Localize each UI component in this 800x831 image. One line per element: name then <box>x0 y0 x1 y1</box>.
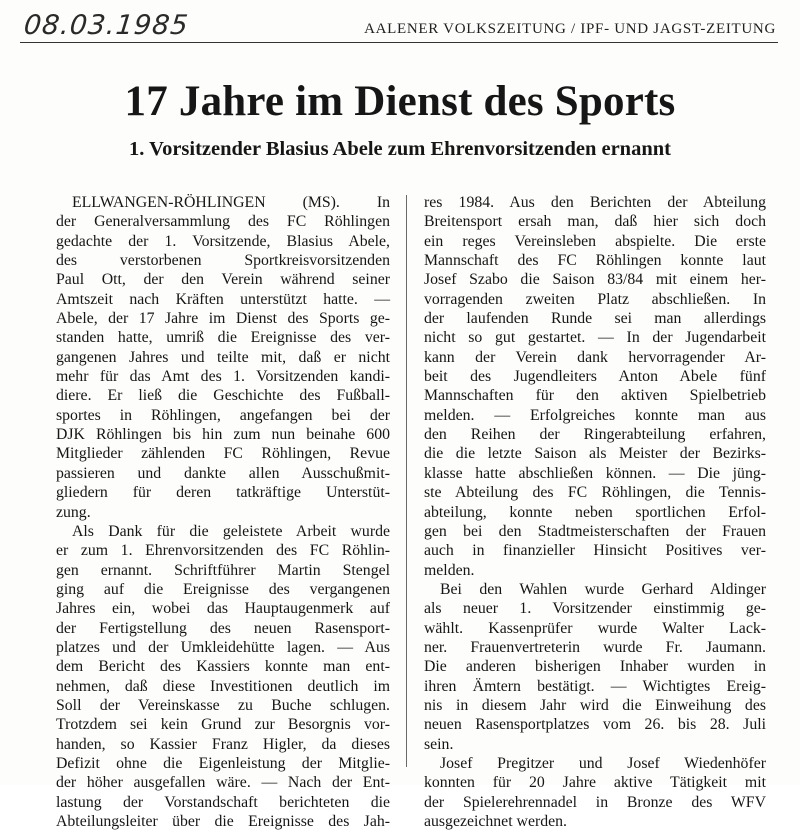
text-line: nis in diesem Jahr wird die Einweihung des <box>424 696 766 714</box>
text-line: res 1984. Aus den Berichten der Abteilung <box>424 194 766 211</box>
newspaper-name: AALENER VOLKSZEITUNG / IPF- UND JAGST-ZEITUNG <box>364 21 776 37</box>
article-column-right <box>424 193 766 831</box>
text-line: Als Dank für die geleistete Arbeit wurde <box>72 522 390 540</box>
text-line: ner. Frauenvertreterin wurde Fr. Jaumann. <box>424 638 766 656</box>
text-line: Bei den Wahlen wurde Gerhard Aldinger <box>440 580 766 598</box>
text-line: nehmen, daß diese Investitionen deutlich im <box>56 677 390 695</box>
text-line: als neuer 1. Vorsitzender einstimmig ge- <box>424 600 766 618</box>
text-line: handen, so Kassier Franz Higler, da dieses <box>56 735 390 753</box>
masthead-bar <box>20 8 778 42</box>
text-line: klasse hatte abschließen können. — Die jüng- <box>424 464 766 482</box>
text-line: der Spielerehrennadel in Bronze des WFV <box>424 793 766 811</box>
text-line: kann der Verein dank hervorragender Ar- <box>424 348 766 366</box>
text-line: ging auf die Ereignisse des vergangenen <box>56 580 390 598</box>
text-line: Josef Szabo die Saison 83/84 mit einem her- <box>424 271 766 289</box>
text-line: auch in finanzieller Hinsicht Positives ver- <box>424 542 766 560</box>
text-line: melden. <box>424 561 475 579</box>
text-line: der höher ausgefallen wäre. — Nach der Ent- <box>56 774 390 792</box>
article-headline: 17 Jahre im Dienst des Sports <box>124 78 676 125</box>
text-line: ihren Ämtern bestätigt. — Wichtigtes Ereig- <box>424 677 766 695</box>
text-line: der Generalversammlung des FC Röhlingen <box>56 213 390 231</box>
text-line: Paul Ott, der den Verein während seiner <box>56 271 390 289</box>
text-line: gen ernannt. Schriftführer Martin Stengel <box>56 561 390 579</box>
text-line: zung. <box>56 503 91 521</box>
handwritten-date: 08.03.1985 <box>22 10 191 41</box>
text-line: passieren und dankte allen Ausschußmit- <box>56 464 390 482</box>
text-line: Mitglieder zählenden FC Röhlingen, Revue <box>56 445 390 463</box>
column-divider <box>406 195 407 767</box>
text-line: des verstorbenen Sportkreisvorsitzenden <box>56 252 390 270</box>
text-line: Defizit ohne die Eigenleistung der Mitglie- <box>56 754 390 772</box>
text-line: Abele, der 17 Jahre im Dienst des Sports ge- <box>56 310 390 328</box>
text-line: ausgezeichnet werden. <box>424 813 567 830</box>
text-line: den Reihen der Ringerabteilung erfahren, <box>424 426 766 444</box>
text-line: nicht so gut gestartet. — In der Jugendarbeit <box>424 329 766 347</box>
text-line: Breitensport ersah man, daß hier sich doch <box>424 213 766 231</box>
article-column-left <box>56 193 390 831</box>
text-line: sportes in Röhlingen, angefangen bei der <box>56 406 390 424</box>
text-line: dem Bericht des Kassiers konnte man ent- <box>56 658 390 676</box>
text-line: gangenen Jahres und teilte mit, daß er nicht <box>56 348 390 366</box>
text-line: vorragenden zweiten Platz abschließen. In <box>424 290 766 308</box>
text-line: DJK Röhlingen bis hin zum nun beinahe 600 <box>56 426 390 444</box>
text-line: diere. Er ließ die Geschichte des Fußball- <box>56 387 390 405</box>
text-line: neuen Rasensportplatzes vom 26. bis 28. Juli <box>424 716 766 734</box>
text-line: Trotzdem sei kein Grund zur Besorgnis vor- <box>56 716 390 734</box>
text-line: gliedern für deren tatkräftige Unterstüt- <box>56 484 390 502</box>
text-line: mehr für das Amt des 1. Vorsitzenden kandi- <box>56 368 390 386</box>
text-line: Jahres ein, wobei das Hauptaugenmerk auf <box>56 600 390 618</box>
text-line: Abteilungsleiter über die Ereignisse des Jah- <box>56 813 390 830</box>
text-line: sein. <box>424 735 454 753</box>
article-subheadline: 1. Vorsitzender Blasius Abele zum Ehrenvorsitzenden ernannt <box>129 138 671 160</box>
text-line: platzes und der Umkleidehütte lagen. — Aus <box>56 638 390 656</box>
text-line: Josef Pregitzer und Josef Wiedenhöfer <box>440 754 766 772</box>
text-line: Amtszeit nach Kräften unterstützt hatte. — <box>56 290 390 308</box>
text-line: die die letzte Saison als Meister der Bezirks- <box>424 445 766 463</box>
text-line: Soll der Vereinskasse zu Buche schlugen. <box>56 696 390 714</box>
text-line: ELLWANGEN-RÖHLINGEN (MS). In <box>72 194 390 211</box>
text-line: melden. — Erfolgreiches konnte man aus <box>424 406 766 424</box>
header-rule <box>20 42 778 43</box>
text-line: ein reges Vereinsleben abspielte. Die erste <box>424 232 766 250</box>
text-line: Mannschaft des FC Röhlingen konnte laut <box>424 252 766 270</box>
text-line: lastung der Vorstandschaft berichteten die <box>56 793 390 811</box>
text-line: gedachte der 1. Vorsitzende, Blasius Abele, <box>56 232 390 250</box>
text-line: standen hatte, umriß die Ereignisse des ver- <box>56 329 390 347</box>
text-line: beit des Jugendleiters Anton Abele fünf <box>424 368 766 386</box>
text-line: Mannschaften für den aktiven Spielbetrieb <box>424 387 766 405</box>
text-line: der laufenden Runde sei man allerdings <box>424 310 766 328</box>
text-line: ste Abteilung des FC Röhlingen, die Tennis- <box>424 484 766 502</box>
text-line: wählt. Kassenprüfer wurde Walter Lack- <box>424 619 766 637</box>
text-line: er zum 1. Ehrenvorsitzenden des FC Röhlin- <box>56 542 390 560</box>
text-line: Die anderen bisherigen Inhaber wurden in <box>424 658 766 676</box>
text-line: konnten für 20 Jahre aktive Tätigkeit mit <box>424 774 766 792</box>
text-line: der Fertigstellung des neuen Rasensport- <box>56 619 390 637</box>
text-line: gen bei den Stadtmeisterschaften der Frauen <box>424 522 766 540</box>
text-line: abteilung, konnte neben sportlichen Erfol- <box>424 503 766 521</box>
